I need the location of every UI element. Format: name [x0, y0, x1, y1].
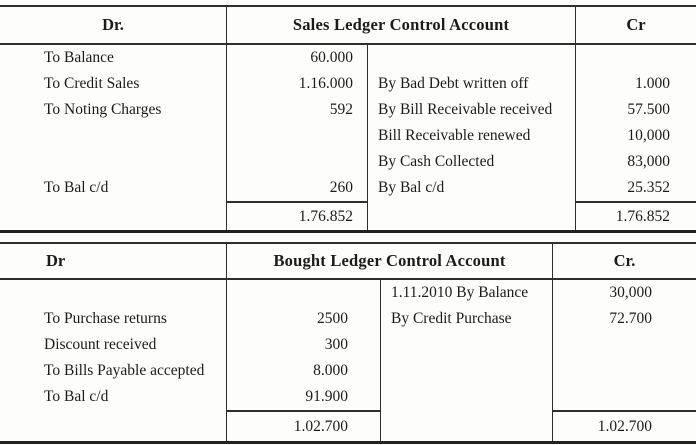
bought-dr-label: Dr [0, 244, 227, 280]
debit-total-spacer [0, 410, 227, 441]
debit-amount-cell: 91.900 [227, 384, 381, 410]
debit-amount-cell [227, 123, 368, 149]
credit-amount-cell: 1.000 [635, 75, 670, 92]
debit-particulars-cell: To Credit Sales [0, 71, 227, 97]
debit-particulars-cell: To Bills Payable accepted [0, 358, 227, 384]
debit-amount-cell: 592 [227, 97, 368, 123]
credit-particulars-cell: 1.11.2010 By Balance [381, 280, 553, 306]
credit-particulars-cell: By Cash Collected [368, 149, 576, 175]
debit-particulars-cell: Discount received [0, 332, 227, 358]
debit-particulars-cell: To Balance [0, 45, 227, 71]
sales-ledger-account-table [0, 5, 696, 233]
sales-account-title: Sales Ledger Control Account [227, 7, 576, 45]
debit-amount-cell: 8.000 [227, 358, 381, 384]
debit-amount-cell: 260 [227, 175, 368, 201]
debit-particulars-cell: To Bal c/d [0, 384, 227, 410]
bought-cr-label: Cr. [553, 244, 696, 280]
debit-particulars-cell: To Bal c/d [0, 175, 227, 201]
bought-ledger-account-table [0, 242, 696, 444]
debit-total-cell: 1.76.852 [227, 201, 368, 230]
credit-amount-cell [553, 358, 696, 384]
credit-particulars-cell [381, 384, 553, 410]
sales-cr-label: Cr [576, 7, 696, 45]
debit-particulars-cell [0, 123, 227, 149]
credit-particulars-cell [381, 358, 553, 384]
credit-amount-cell: 72.700 [609, 310, 652, 327]
credit-particulars-cell: By Bill Receivable received [368, 97, 576, 123]
credit-amount-cell [576, 45, 696, 71]
debit-amount-cell: 300 [227, 332, 381, 358]
credit-amount-cell [553, 332, 696, 358]
credit-amount-cell: 10,000 [627, 127, 670, 144]
credit-amount-cell: 25.352 [627, 179, 670, 196]
debit-total-cell: 1.02.700 [227, 410, 381, 441]
debit-particulars-cell [0, 280, 227, 306]
credit-particulars-cell: Bill Receivable renewed [368, 123, 576, 149]
debit-amount-cell: 60.000 [227, 45, 368, 71]
debit-amount-cell [227, 280, 381, 306]
debit-amount-cell: 1.16.000 [227, 71, 368, 97]
credit-particulars-cell [368, 45, 576, 71]
credit-particulars-cell: By Bal c/d [368, 175, 576, 201]
credit-particulars-cell: By Credit Purchase [381, 306, 553, 332]
credit-total-spacer [381, 410, 553, 441]
debit-particulars-cell [0, 149, 227, 175]
credit-amount-cell: 83,000 [627, 153, 670, 170]
credit-particulars-cell: By Bad Debt written off [368, 71, 576, 97]
debit-particulars-cell: To Purchase returns [0, 306, 227, 332]
credit-particulars-cell [381, 332, 553, 358]
bought-account-title: Bought Ledger Control Account [227, 244, 553, 280]
credit-amount-cell: 30,000 [609, 284, 652, 301]
credit-total-cell: 1.02.700 [553, 410, 696, 441]
sales-dr-label: Dr. [0, 7, 227, 45]
credit-amount-cell [553, 384, 696, 410]
debit-total-spacer [0, 201, 227, 230]
debit-particulars-cell: To Noting Charges [0, 97, 227, 123]
credit-total-spacer [368, 201, 576, 230]
credit-amount-cell: 57.500 [627, 101, 670, 118]
debit-amount-cell [227, 149, 368, 175]
debit-amount-cell: 2500 [227, 306, 381, 332]
credit-total-cell: 1.76.852 [576, 201, 696, 230]
